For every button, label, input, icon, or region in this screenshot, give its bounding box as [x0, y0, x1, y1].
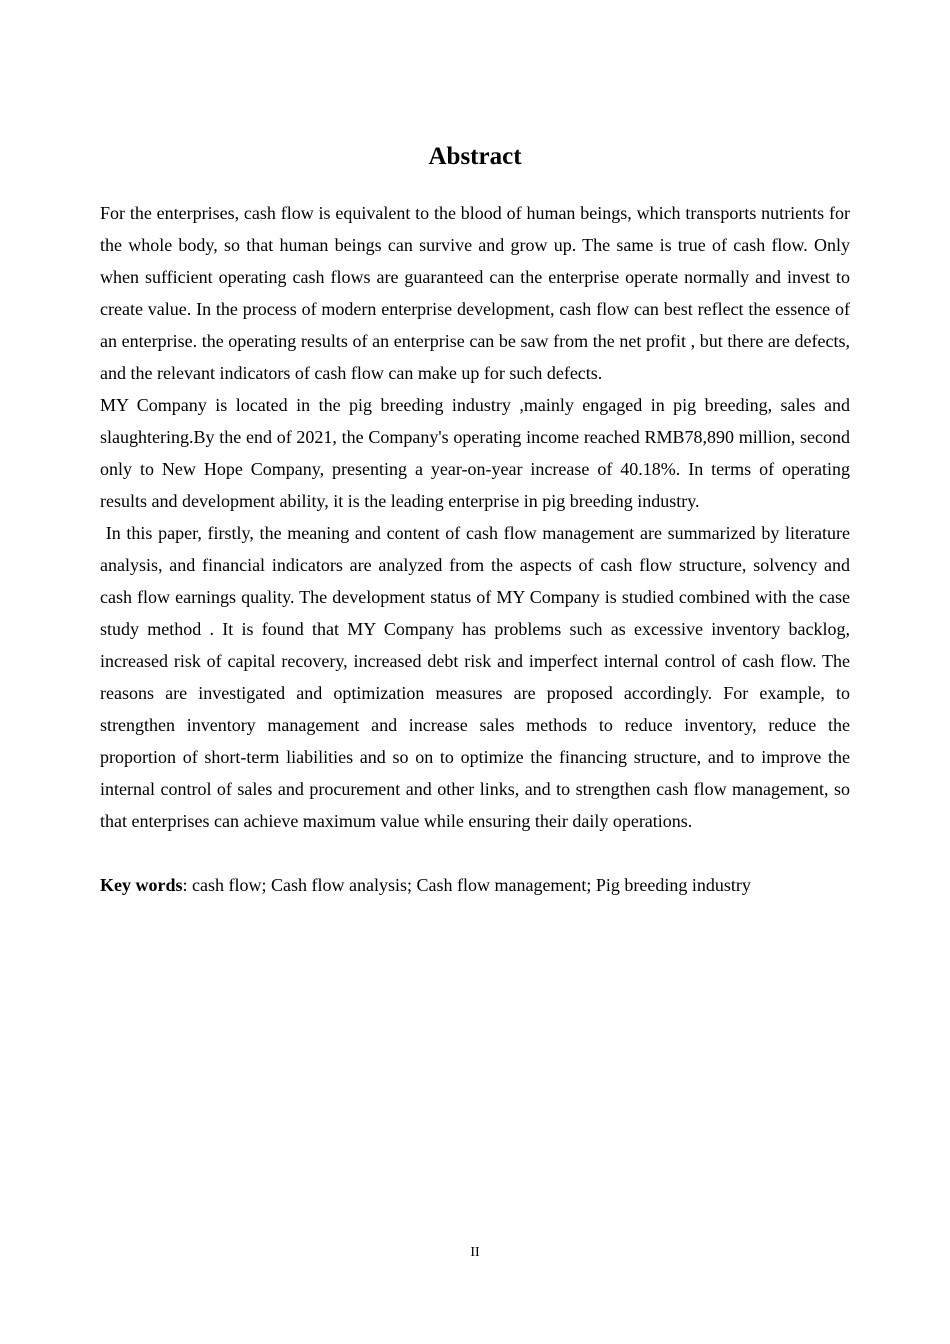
paragraph-2: MY Company is located in the pig breeding industry ,mainly engaged in pig breeding, sales and slaughtering.By the end of 2021, the Company's operating income reached RMB78,890 million, second only to New Hope Company, presenting a year-on-year increase of 40.18%. In terms of operating results and development ability, it is the leading enterprise in pig breeding industry.	[100, 395, 850, 511]
abstract-body	[100, 197, 850, 901]
paragraph-3: In this paper, firstly, the meaning and content of cash flow management are summarized by literature analysis, and financial indicators are analyzed from the aspects of cash flow structure, solvency and cash flow earnings quality. The development status of MY Company is studied combined with the case study method . It is found that MY Company has problems such as excessive inventory backlog, increased risk of capital recovery, increased debt risk and imperfect internal control of cash flow. The reasons are investigated and optimization measures are proposed accordingly. For example, to strengthen inventory management and increase sales methods to reduce inventory, reduce the proportion of short-term liabilities and so on to optimize the financing structure, and to improve the internal control of sales and procurement and other links, and to strengthen cash flow management, so that enterprises can achieve maximum value while ensuring their daily operations.	[100, 523, 850, 831]
abstract-title: Abstract	[428, 143, 522, 170]
keywords-label: Key words	[100, 875, 183, 895]
page-number: II	[470, 1245, 480, 1260]
keywords-text: : cash flow; Cash flow analysis; Cash flow management; Pig breeding industry	[182, 875, 751, 895]
paragraph-1: For the enterprises, cash flow is equivalent to the blood of human beings, which transports nutrients for the whole body, so that human beings can survive and grow up. The same is true of cash flow. Only when sufficient operating cash flows are guaranteed can the enterprise operate normally and invest to create value. In the process of modern enterprise development, cash flow can best reflect the essence of an enterprise. the operating results of an enterprise can be saw from the net profit , but there are defects, and the relevant indicators of cash flow can make up for such defects.	[100, 203, 850, 383]
keywords-line	[100, 869, 850, 901]
